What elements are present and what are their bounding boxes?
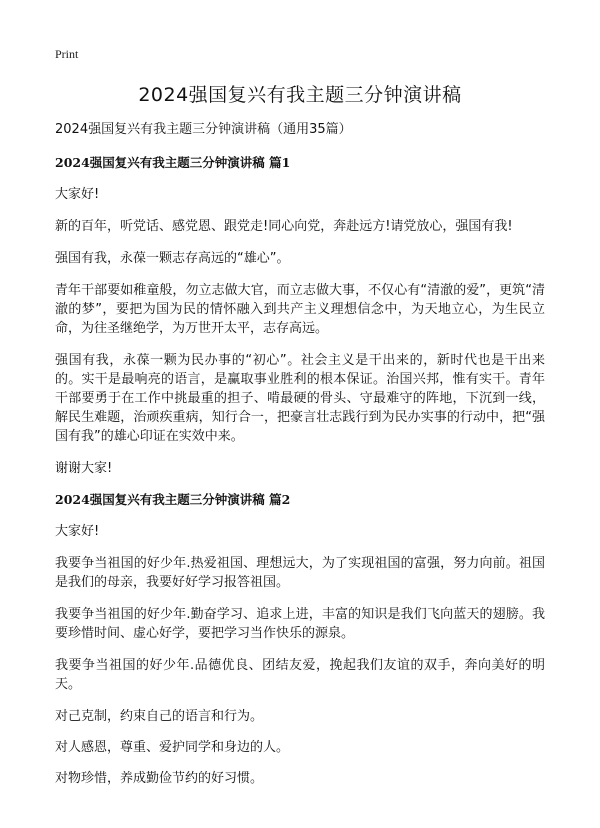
section-heading-2: 2024强国复兴有我主题三分钟演讲稿 篇2 — [55, 492, 291, 507]
section-1-paragraph: 新的百年，听党话、感党恩、跟党走!同心向党，奔赴远方!请党放心，强国有我! — [55, 219, 513, 234]
section-2-paragraph: 大家好! — [55, 524, 100, 539]
section-1-paragraph: 大家好! — [55, 187, 100, 202]
section-2-paragraph: 我要争当祖国的好少年.品德优良、团结友爱，挽起我们友谊的双手，奔向美好的明天。 — [55, 658, 545, 692]
section-2-paragraph: 对人感恩，尊重、爱护同学和身边的人。 — [55, 740, 290, 755]
section-2-paragraph: 对物珍惜，养成勤俭节约的好习惯。 — [55, 771, 264, 786]
section-1-paragraph: 强国有我，永葆一颗为民办事的“初心”。社会主义是干出来的，新时代也是干出来的。实干是最响亮的语言，是赢取事业胜利的根本保证。治国兴邦，惟有实干。青年干部要勇于在工作中挑最重的担子、啃最硬的骨头、守最难守的阵地，下沉到一线，解民生难题，治顽疾重病，知行合一，把豪言壮志践行到为民办实事的行动中，把“强国有我”的雄心印证在实效中来。 — [55, 353, 545, 444]
page-title: 2024强国复兴有我主题三分钟演讲稿 — [138, 84, 462, 106]
document-subtitle: 2024强国复兴有我主题三分钟演讲稿（通用35篇） — [55, 122, 352, 137]
section-1-paragraph: 谢谢大家! — [55, 461, 113, 476]
section-2-paragraph: 我要争当祖国的好少年.勤奋学习、追求上进，丰富的知识是我们飞向蓝天的翅膀。我要珍惜时间、虚心好学，要把学习当作快乐的源泉。 — [55, 607, 545, 641]
section-1-paragraph: 青年干部要如稚童般，勿立志做大官，而立志做大事，不仅心有“清澈的爱”，更筑“清澈的梦”，要把为国为民的情怀融入到共产主义理想信念中，为天地立心，为生民立命，为往圣继绝学，为万世开太平，志存高远。 — [55, 283, 545, 336]
section-2-paragraph: 对己克制，约束自己的语言和行为。 — [55, 709, 264, 724]
print-link[interactable]: Print — [55, 47, 79, 61]
section-heading-1: 2024强国复兴有我主题三分钟演讲稿 篇1 — [55, 155, 291, 170]
section-2-paragraph: 我要争当祖国的好少年.热爱祖国、理想远大，为了实现祖国的富强，努力向前。祖国是我们的母亲，我要好好学习报答祖国。 — [55, 556, 545, 590]
section-1-paragraph: 强国有我，永葆一颗志存高远的“雄心”。 — [55, 251, 290, 266]
document-body — [55, 121, 545, 800]
